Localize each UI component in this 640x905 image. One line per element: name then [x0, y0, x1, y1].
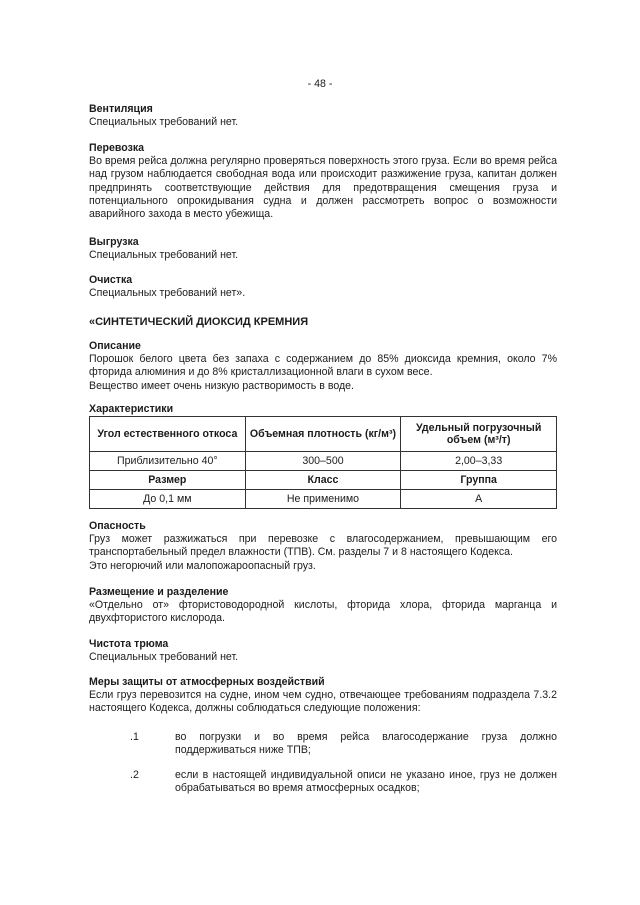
table-cell: А	[401, 490, 557, 509]
section-discharge	[89, 236, 557, 262]
section-body: Специальных требований нет.	[89, 116, 239, 129]
table-row	[90, 452, 557, 471]
section-heading: Очистка	[89, 274, 133, 286]
section-ventilation	[89, 103, 557, 129]
table-header-cell: Объемная плотность (кг/м³)	[245, 417, 401, 452]
section-cleanup	[89, 274, 557, 300]
section-hazard	[89, 520, 557, 573]
table-header-cell: Размер	[90, 471, 246, 490]
table-cell: Приблизительно 40°	[90, 452, 246, 471]
table-cell: 2,00–3,33	[401, 452, 557, 471]
section-body: Груз может разжижаться при перевозке с влагосодержанием, превышающим его транспортабельный предел влажности (ТПВ). См. разделы 7 и 8 настоящего Кодекса.	[89, 533, 557, 559]
characteristics-heading: Характеристики	[89, 403, 174, 415]
section-carriage	[89, 142, 557, 221]
section-heading: Опасность	[89, 520, 146, 532]
table-header-cell: Удельный погрузочный объем (м³/т)	[401, 417, 557, 452]
section-weather-precautions	[89, 676, 557, 716]
section-heading: Выгрузка	[89, 236, 139, 248]
section-body: «Отдельно от» фтористоводородной кислоты, фторида хлора, фторида марганца и двухфтористого кислорода.	[89, 599, 557, 625]
table-cell: До 0,1 мм	[90, 490, 246, 509]
section-heading: Размещение и разделение	[89, 586, 229, 598]
table-cell: 300–500	[245, 452, 401, 471]
characteristics-table	[89, 416, 557, 509]
table-row	[90, 490, 557, 509]
section-body: Порошок белого цвета без запаха с содержанием до 85% диоксида кремния, около 7% фторида алюминия и до 8% кристаллизационной влаги в сухом весе.	[89, 353, 557, 379]
section-body: Специальных требований нет.	[89, 651, 239, 664]
page-number: - 48 -	[307, 78, 333, 90]
list-item-text: если в настоящей индивидуальной описи не указано иное, груз не должен обрабатываться во время атмосферных осадков;	[175, 769, 557, 795]
section-body-2: Это негорючий или малопожароопасный груз.	[89, 559, 316, 572]
section-heading: Вентиляция	[89, 103, 153, 115]
section-heading: Описание	[89, 340, 141, 352]
table-header-cell: Угол естественного откоса	[90, 417, 246, 452]
section-body: Специальных требований нет.	[89, 249, 239, 262]
section-description	[89, 340, 557, 393]
table-cell: Не применимо	[245, 490, 401, 509]
cargo-title: «СИНТЕТИЧЕСКИЙ ДИОКСИД КРЕМНИЯ	[89, 316, 309, 328]
section-body: Во время рейса должна регулярно проверяться поверхность этого груза. Если во время рейса над грузом наблюдается свободная вода или происходит разжижение груза, капитан должен предпринять соответствующие действия для предотвращения смещения груза и потенциального опрокидывания судна и должен рассмотреть вопрос о возможности аварийного захода в место убежища.	[89, 155, 557, 221]
table-header-row	[90, 417, 557, 452]
section-stowage	[89, 586, 557, 626]
table-header-row	[90, 471, 557, 490]
list-item-text: во погрузки и во время рейса влагосодержание груза должно поддерживаться ниже ТПВ;	[175, 731, 557, 757]
section-body-2: Вещество имеет очень низкую растворимость в воде.	[89, 379, 354, 392]
section-body: Специальных требований нет».	[89, 287, 246, 300]
table-header-cell: Группа	[401, 471, 557, 490]
table-header-cell: Класс	[245, 471, 401, 490]
section-body: Если груз перевозится на судне, ином чем судно, отвечающее требованиям подраздела 7.3.2 настоящего Кодекса, должны соблюдаться следующие положения:	[89, 689, 557, 715]
section-heading: Чистота трюма	[89, 638, 169, 650]
list-item-number: .1	[130, 731, 139, 743]
section-heading: Меры защиты от атмосферных воздействий	[89, 676, 325, 688]
section-hold-cleanliness	[89, 638, 557, 664]
section-heading: Перевозка	[89, 142, 145, 154]
list-item-number: .2	[130, 769, 139, 781]
